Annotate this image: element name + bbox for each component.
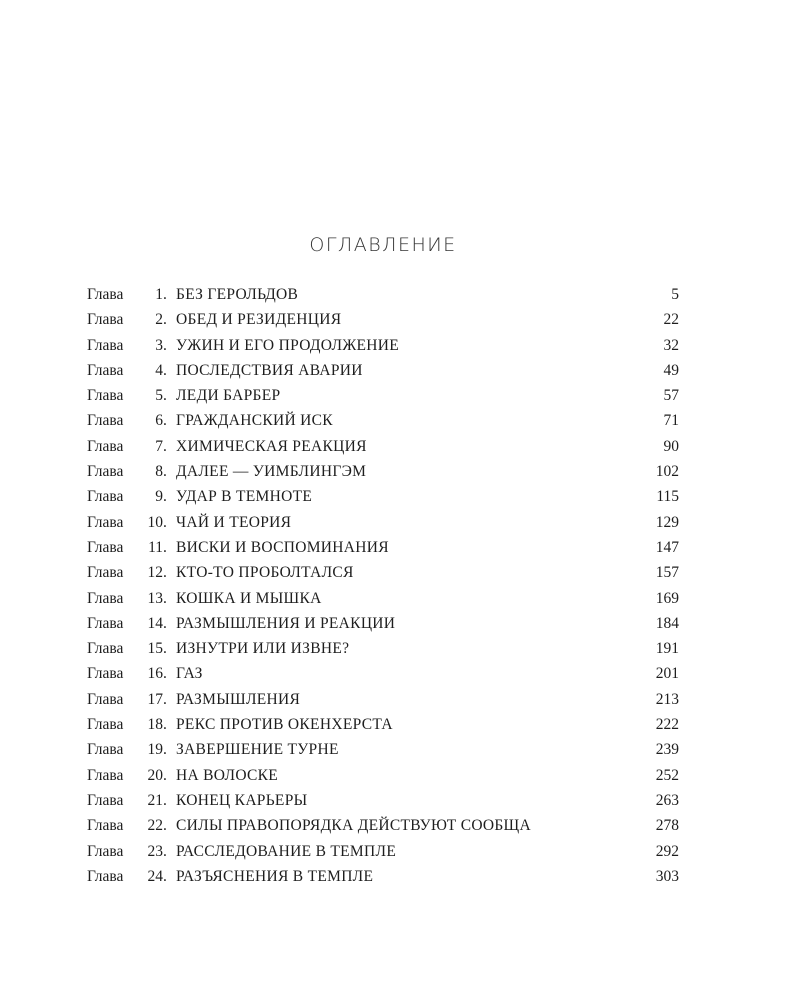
page-number: 303 <box>655 867 679 885</box>
chapter-title: ДАЛЕЕ — УИМБЛИНГЭМ <box>176 463 367 481</box>
chapter-title: УДАР В ТЕМНОТЕ <box>176 488 313 506</box>
chapter-number: 19 <box>147 741 163 759</box>
page-number: 213 <box>655 690 679 708</box>
toc-entry <box>87 488 679 513</box>
chapter-title: РЕКС ПРОТИВ ОКЕНХЕРСТА <box>176 716 393 734</box>
chapter-number-period: . <box>163 741 167 759</box>
chapter-title: ЧАЙ И ТЕОРИЯ <box>176 513 292 531</box>
chapter-title: ПОСЛЕДСТВИЯ АВАРИИ <box>176 361 363 379</box>
chapter-prefix: Глава <box>87 867 124 885</box>
chapter-number: 23 <box>147 842 163 860</box>
chapter-prefix: Глава <box>87 817 124 835</box>
page-number: 252 <box>655 766 679 784</box>
page-number: 157 <box>655 564 679 582</box>
chapter-number-period: . <box>163 842 167 860</box>
chapter-number: 1 <box>155 286 163 303</box>
chapter-number: 13 <box>147 589 163 607</box>
page-number: 169 <box>655 589 679 607</box>
toc-entry <box>87 767 679 792</box>
chapter-number: 3 <box>155 336 163 354</box>
chapter-title: ЗАВЕРШЕНИЕ ТУРНЕ <box>176 741 339 759</box>
toc-entry <box>87 792 679 817</box>
toc-entry <box>87 590 679 615</box>
chapter-title: РАЗМЫШЛЕНИЯ И РЕАКЦИИ <box>176 614 396 632</box>
page-number: 263 <box>655 791 679 809</box>
chapter-title: ВИСКИ И ВОСПОМИНАНИЯ <box>176 538 389 556</box>
chapter-number-period: . <box>163 564 167 582</box>
chapter-prefix: Глава <box>87 614 124 632</box>
chapter-prefix: Глава <box>87 387 124 405</box>
chapter-prefix: Глава <box>87 741 124 759</box>
toc-entry <box>87 564 679 589</box>
chapter-prefix: Глава <box>87 589 124 607</box>
chapter-prefix: Глава <box>87 791 124 809</box>
chapter-prefix: Глава <box>87 842 124 860</box>
toc-entry <box>87 463 679 488</box>
toc-entry <box>87 539 679 564</box>
toc-entry <box>87 412 679 437</box>
chapter-number: 17 <box>147 690 163 708</box>
chapter-title: НА ВОЛОСКЕ <box>176 766 279 784</box>
chapter-title: ГАЗ <box>176 665 203 683</box>
chapter-number: 9 <box>155 488 163 506</box>
chapter-number-period: . <box>163 488 167 506</box>
chapter-number-period: . <box>163 690 167 708</box>
chapter-number-period: . <box>163 387 167 405</box>
toc-list <box>87 286 679 893</box>
chapter-prefix: Глава <box>87 286 124 303</box>
chapter-prefix: Глава <box>87 665 124 683</box>
chapter-number: 16 <box>147 665 163 683</box>
chapter-number: 2 <box>155 311 163 329</box>
chapter-prefix: Глава <box>87 640 124 658</box>
chapter-title: РАЗЪЯСНЕНИЯ В ТЕМПЛЕ <box>176 867 374 885</box>
chapter-prefix: Глава <box>87 766 124 784</box>
toc-entry <box>87 665 679 690</box>
chapter-number-period: . <box>163 589 167 607</box>
chapter-number: 4 <box>155 361 163 379</box>
chapter-number-period: . <box>163 766 167 784</box>
chapter-title: УЖИН И ЕГО ПРОДОЛЖЕНИЕ <box>176 336 400 354</box>
toc-heading: ОГЛАВЛЕНИЕ <box>309 234 457 256</box>
page-number: 239 <box>655 741 679 759</box>
page-number: 129 <box>655 513 679 531</box>
toc-entry <box>87 311 679 336</box>
chapter-number-period: . <box>163 716 167 734</box>
page-number: 71 <box>663 412 679 430</box>
page-number: 278 <box>655 817 679 835</box>
chapter-prefix: Глава <box>87 488 124 506</box>
chapter-title: ХИМИЧЕСКАЯ РЕАКЦИЯ <box>176 437 367 455</box>
chapter-title: КОНЕЦ КАРЬЕРЫ <box>176 791 308 809</box>
chapter-number-period: . <box>163 614 167 632</box>
chapter-number-period: . <box>163 791 167 809</box>
toc-entry <box>87 640 679 665</box>
chapter-number-period: . <box>163 463 167 481</box>
chapter-number: 18 <box>147 716 163 734</box>
toc-entry <box>87 286 679 311</box>
chapter-title: РАЗМЫШЛЕНИЯ <box>176 690 301 708</box>
toc-entry <box>87 387 679 412</box>
chapter-title: РАССЛЕДОВАНИЕ В ТЕМПЛЕ <box>176 842 397 860</box>
toc-entry <box>87 868 679 893</box>
chapter-prefix: Глава <box>87 463 124 481</box>
chapter-title: ИЗНУТРИ ИЛИ ИЗВНЕ? <box>176 640 350 658</box>
chapter-title: СИЛЫ ПРАВОПОРЯДКА ДЕЙСТВУЮТ СООБЩА <box>176 817 531 835</box>
chapter-number-period: . <box>163 640 167 658</box>
page-number: 90 <box>663 437 679 455</box>
chapter-number: 11 <box>148 538 163 556</box>
chapter-number-period: . <box>163 286 167 303</box>
chapter-number: 22 <box>147 817 163 835</box>
chapter-number-period: . <box>163 867 167 885</box>
toc-entry <box>87 438 679 463</box>
chapter-prefix: Глава <box>87 336 124 354</box>
chapter-number-period: . <box>163 538 167 556</box>
chapter-number: 7 <box>155 437 163 455</box>
chapter-number: 5 <box>155 387 163 405</box>
toc-entry <box>87 691 679 716</box>
page-number: 57 <box>663 387 679 405</box>
toc-entry <box>87 716 679 741</box>
chapter-title: ЛЕДИ БАРБЕР <box>176 387 281 405</box>
page-number: 201 <box>655 665 679 683</box>
chapter-number: 24 <box>147 867 163 885</box>
toc-entry <box>87 741 679 766</box>
toc-entry <box>87 514 679 539</box>
chapter-prefix: Глава <box>87 716 124 734</box>
chapter-title: КТО-ТО ПРОБОЛТАЛСЯ <box>176 564 354 582</box>
chapter-prefix: Глава <box>87 538 124 556</box>
chapter-number: 21 <box>147 791 163 809</box>
page-number: 115 <box>656 488 679 506</box>
chapter-number: 8 <box>155 463 163 481</box>
chapter-number: 10 <box>147 513 163 531</box>
page-number: 49 <box>663 361 679 379</box>
page-number: 184 <box>655 614 679 632</box>
page-number: 22 <box>663 311 679 329</box>
chapter-title: БЕЗ ГЕРОЛЬДОВ <box>176 286 299 303</box>
chapter-prefix: Глава <box>87 564 124 582</box>
toc-entry <box>87 817 679 842</box>
chapter-prefix: Глава <box>87 311 124 329</box>
chapter-title: КОШКА И МЫШКА <box>176 589 322 607</box>
chapter-prefix: Глава <box>87 412 124 430</box>
chapter-prefix: Глава <box>87 513 124 531</box>
page-number: 292 <box>655 842 679 860</box>
toc-entry <box>87 337 679 362</box>
chapter-title: ГРАЖДАНСКИЙ ИСК <box>176 412 333 430</box>
chapter-number: 12 <box>147 564 163 582</box>
chapter-number: 15 <box>147 640 163 658</box>
toc-entry <box>87 362 679 387</box>
page-number: 222 <box>655 716 679 734</box>
page-number: 5 <box>671 286 679 303</box>
chapter-number-period: . <box>163 665 167 683</box>
page-number: 147 <box>655 538 679 556</box>
chapter-number: 6 <box>155 412 163 430</box>
chapter-number: 14 <box>147 614 163 632</box>
chapter-prefix: Глава <box>87 437 124 455</box>
toc-entry <box>87 843 679 868</box>
page-number: 191 <box>655 640 679 658</box>
chapter-number-period: . <box>163 513 167 531</box>
chapter-number-period: . <box>163 817 167 835</box>
chapter-title: ОБЕД И РЕЗИДЕНЦИЯ <box>176 311 342 329</box>
chapter-number-period: . <box>163 336 167 354</box>
chapter-number-period: . <box>163 437 167 455</box>
page-number: 102 <box>655 463 679 481</box>
chapter-number: 20 <box>147 766 163 784</box>
chapter-number-period: . <box>163 361 167 379</box>
chapter-number-period: . <box>163 311 167 329</box>
chapter-number-period: . <box>163 412 167 430</box>
page-number: 32 <box>663 336 679 354</box>
chapter-prefix: Глава <box>87 361 124 379</box>
toc-entry <box>87 615 679 640</box>
chapter-prefix: Глава <box>87 690 124 708</box>
